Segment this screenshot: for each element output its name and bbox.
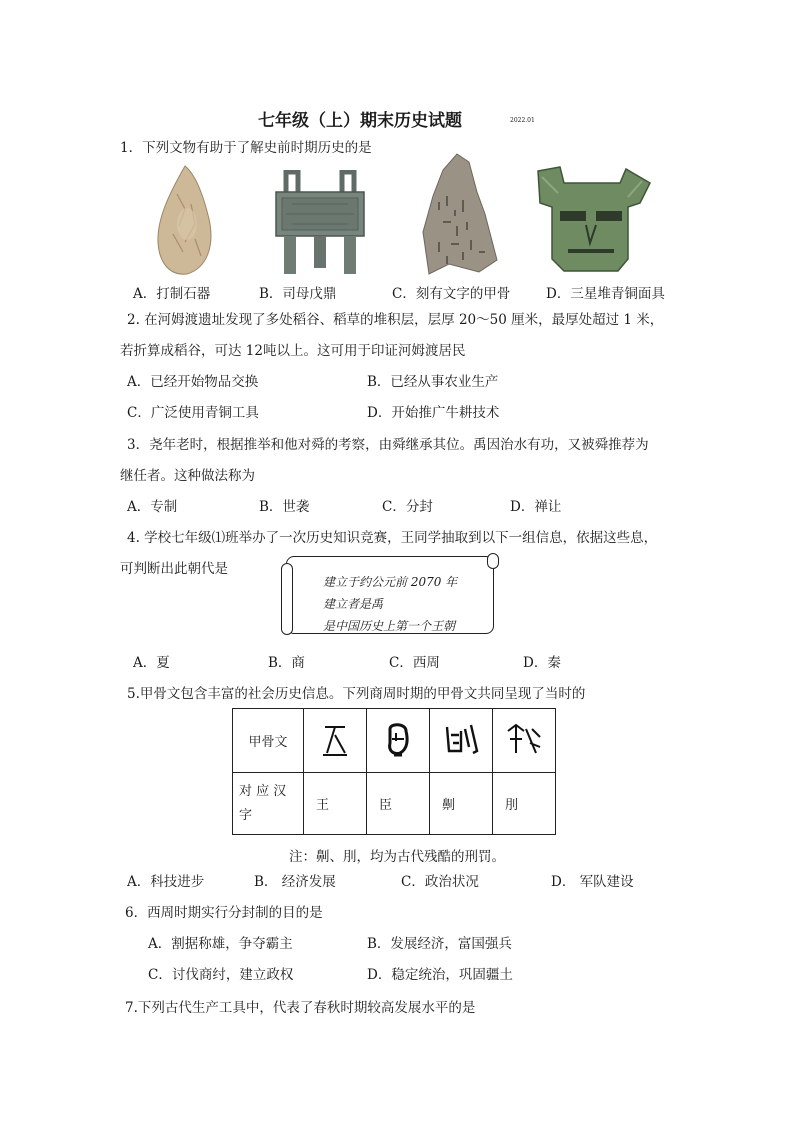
q6-option-a[interactable]: A．割据称雄，争夺霸主 xyxy=(148,936,293,952)
q6-option-d[interactable]: D．稳定统治，巩固疆土 xyxy=(367,967,513,983)
q3-option-c[interactable]: C．分封 xyxy=(382,499,433,515)
oracle-glyph-chen-icon xyxy=(378,717,418,761)
question-6-stem: 6．西周时期实行分封制的目的是 xyxy=(125,905,323,921)
q3-option-a[interactable]: A．专制 xyxy=(127,499,178,515)
q4-option-b[interactable]: B．商 xyxy=(268,655,305,671)
scroll-line-3: 是中国历史上第一个王朝 xyxy=(323,619,456,633)
scroll-line-2: 建立者是禹 xyxy=(323,597,384,611)
q3-option-b[interactable]: B．世袭 xyxy=(259,499,310,515)
question-4-stem-line1: 4. 学校七年级⑴班举办了一次历史知识竞赛，王同学抽取到以下一组信息，依据这些息， xyxy=(127,530,658,546)
bronze-ding-icon xyxy=(272,170,368,276)
exam-date: 2022.01 xyxy=(510,117,535,124)
scroll-curl-right xyxy=(487,553,499,569)
question-2-stem-line2: 若折算成稻谷，可达 12吨以上。这可用于印证河姆渡居民 xyxy=(120,343,466,359)
q2-option-c[interactable]: C．广泛使用青铜工具 xyxy=(127,405,259,421)
bronze-mask-icon xyxy=(530,163,654,275)
oracle-glyph-yi xyxy=(430,709,493,773)
page-title: 七年级（上）期末历史试题 xyxy=(258,111,462,131)
oracle-glyph-wang-icon xyxy=(315,717,355,761)
question-7-stem: 7.下列古代生产工具中，代表了春秋时期较高发展水平的是 xyxy=(125,1000,476,1016)
q1-option-c[interactable]: C．刻有文字的甲骨 xyxy=(392,286,511,302)
question-1-stem: 1．下列文物有助于了解史前时期历史的是 xyxy=(120,140,372,156)
scroll-line-1: 建立于约公元前 2070 年 xyxy=(323,575,458,589)
oracle-glyph-yue-icon xyxy=(502,717,546,761)
q1-option-b[interactable]: B．司母戊鼎 xyxy=(259,286,337,302)
oracle-bone-table xyxy=(232,708,556,835)
q4-option-a[interactable]: A．夏 xyxy=(133,655,170,671)
table-header-hanzi xyxy=(233,773,304,835)
table-header-hanzi-line2: 字 xyxy=(239,807,253,823)
q1-option-a[interactable]: A．打制石器 xyxy=(133,286,211,302)
table-note: 注：劓、刖，均为古代残酷的刑罚。 xyxy=(289,849,505,865)
oracle-glyph-yue xyxy=(493,709,556,773)
hanzi-chen: 臣 xyxy=(367,773,430,835)
hanzi-yi: 劓 xyxy=(430,773,493,835)
oracle-glyph-chen xyxy=(367,709,430,773)
hanzi-wang: 王 xyxy=(304,773,367,835)
table-header-oracle: 甲骨文 xyxy=(233,709,304,773)
oracle-glyph-wang xyxy=(304,709,367,773)
question-3-stem-line1: 3．尧年老时，根据推举和他对舜的考察，由舜继承其位。禹因治水有功，又被舜推荐为 xyxy=(127,437,649,453)
scroll-curl-left xyxy=(281,563,293,635)
q4-option-c[interactable]: C．西周 xyxy=(389,655,440,671)
q6-option-c[interactable]: C．讨伐商纣，建立政权 xyxy=(148,967,294,983)
q5-option-b[interactable]: B． 经济发展 xyxy=(254,874,336,890)
q5-option-d[interactable]: D． 军队建设 xyxy=(551,874,634,890)
q6-option-b[interactable]: B．发展经济，富国强兵 xyxy=(367,936,512,952)
oracle-glyph-yi-icon xyxy=(439,717,483,761)
oracle-bone-icon xyxy=(419,152,499,276)
question-4-stem-line2: 可判断出此朝代是 xyxy=(120,561,228,577)
q3-option-d[interactable]: D．禅让 xyxy=(510,499,562,515)
hanzi-yue: 刖 xyxy=(493,773,556,835)
q1-option-d[interactable]: D．三星堆青铜面具 xyxy=(546,286,665,302)
table-header-hanzi-line1: 对 应 汉 xyxy=(239,783,287,799)
q2-option-a[interactable]: A．已经开始物品交换 xyxy=(127,374,259,390)
q5-option-a[interactable]: A．科技进步 xyxy=(127,874,205,890)
question-2-stem-line1: 2. 在河姆渡遗址发现了多处稻谷、稻草的堆积层，层厚 20～50 厘米，最厚处超过 1 米， xyxy=(127,312,664,328)
stone-tool-icon xyxy=(155,164,215,276)
q4-option-d[interactable]: D．秦 xyxy=(523,655,561,671)
q2-option-b[interactable]: B．已经从事农业生产 xyxy=(367,374,499,390)
question-3-stem-line2: 继任者。这种做法称为 xyxy=(120,468,255,484)
info-scroll xyxy=(286,556,494,634)
q2-option-d[interactable]: D．开始推广牛耕技术 xyxy=(367,405,500,421)
q5-option-c[interactable]: C．政治状况 xyxy=(401,874,479,890)
question-5-stem: 5.甲骨文包含丰富的社会历史信息。下列商周时期的甲骨文共同呈现了当时的 xyxy=(127,686,586,702)
